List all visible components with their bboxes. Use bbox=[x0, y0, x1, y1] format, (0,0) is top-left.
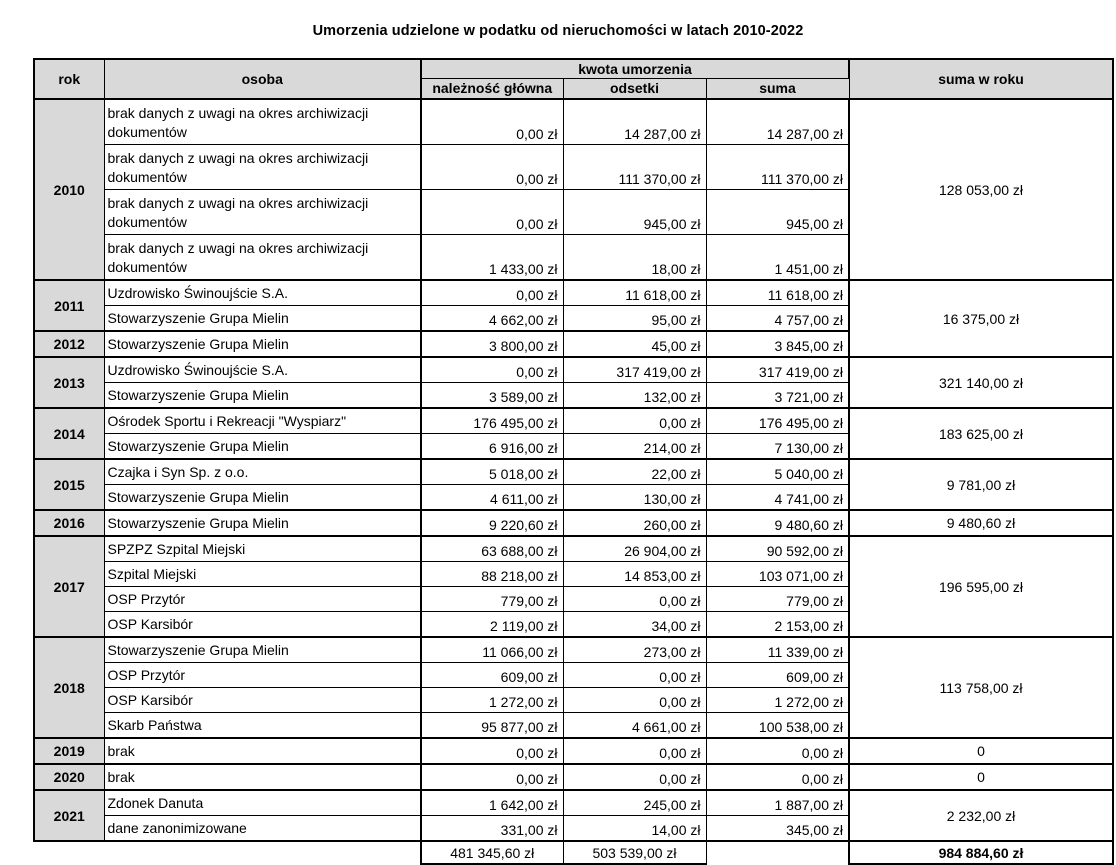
osoba-cell: Stowarzyszenie Grupa Mielin bbox=[104, 485, 421, 511]
umorzenia-table bbox=[33, 58, 1114, 865]
naleznosc-glowna-cell: 1 272,00 zł bbox=[421, 688, 563, 713]
table-header bbox=[34, 59, 1113, 99]
naleznosc-glowna-cell: 95 877,00 zł bbox=[421, 713, 563, 739]
totals-row bbox=[34, 841, 1113, 864]
year-cell-2017: 2017 bbox=[34, 536, 104, 637]
osoba-cell: Stowarzyszenie Grupa Mielin bbox=[104, 383, 421, 409]
suma-cell: 11 618,00 zł bbox=[706, 280, 849, 306]
suma-cell: 7 130,00 zł bbox=[706, 434, 849, 460]
osoba-cell: Skarb Państwa bbox=[104, 713, 421, 739]
odsetki-cell: 95,00 zł bbox=[563, 306, 706, 332]
naleznosc-glowna-cell: 5 018,00 zł bbox=[421, 459, 563, 485]
naleznosc-glowna-cell: 4 662,00 zł bbox=[421, 306, 563, 332]
year-cell-2019: 2019 bbox=[34, 738, 104, 764]
table-row bbox=[34, 536, 1113, 562]
column-header-naleznosc-glowna: należność główna bbox=[421, 78, 563, 99]
osoba-cell: brak danych z uwagi na okres archiwizacji dokumentów bbox=[104, 99, 421, 145]
osoba-cell: Uzdrowisko Świnoujście S.A. bbox=[104, 357, 421, 383]
suma-cell: 3 845,00 zł bbox=[706, 331, 849, 357]
column-header-rok: rok bbox=[34, 59, 104, 99]
suma-cell: 9 480,60 zł bbox=[706, 510, 849, 536]
year-sum-cell-2013: 321 140,00 zł bbox=[849, 357, 1113, 408]
year-cell-2020: 2020 bbox=[34, 764, 104, 790]
odsetki-cell: 0,00 zł bbox=[563, 587, 706, 612]
year-sum-cell-2017: 196 595,00 zł bbox=[849, 536, 1113, 637]
naleznosc-glowna-cell: 779,00 zł bbox=[421, 587, 563, 612]
osoba-cell: Stowarzyszenie Grupa Mielin bbox=[104, 434, 421, 460]
odsetki-cell: 245,00 zł bbox=[563, 790, 706, 816]
suma-cell: 4 741,00 zł bbox=[706, 485, 849, 511]
table-row bbox=[34, 99, 1113, 145]
year-sum-cell-2021: 2 232,00 zł bbox=[849, 790, 1113, 841]
table-row bbox=[34, 459, 1113, 485]
header-row-1 bbox=[34, 59, 1113, 78]
odsetki-cell: 0,00 zł bbox=[563, 688, 706, 713]
osoba-cell: brak danych z uwagi na okres archiwizacji dokumentów bbox=[104, 190, 421, 235]
suma-cell: 90 592,00 zł bbox=[706, 536, 849, 562]
naleznosc-glowna-cell: 0,00 zł bbox=[421, 99, 563, 145]
naleznosc-glowna-cell: 0,00 zł bbox=[421, 145, 563, 190]
table-row bbox=[34, 510, 1113, 536]
table-footer bbox=[34, 841, 1113, 864]
suma-cell: 5 040,00 zł bbox=[706, 459, 849, 485]
osoba-cell: Uzdrowisko Świnoujście S.A. bbox=[104, 280, 421, 306]
totals-spacer-suma bbox=[706, 841, 849, 864]
total-odsetki: 503 539,00 zł bbox=[563, 841, 706, 864]
table-row bbox=[34, 637, 1113, 663]
odsetki-cell: 0,00 zł bbox=[563, 663, 706, 688]
osoba-cell: Ośrodek Sportu i Rekreacji "Wyspiarz" bbox=[104, 408, 421, 434]
naleznosc-glowna-cell: 0,00 zł bbox=[421, 190, 563, 235]
odsetki-cell: 34,00 zł bbox=[563, 612, 706, 638]
naleznosc-glowna-cell: 609,00 zł bbox=[421, 663, 563, 688]
year-cell-2011: 2011 bbox=[34, 280, 104, 331]
year-cell-2021: 2021 bbox=[34, 790, 104, 841]
naleznosc-glowna-cell: 1 642,00 zł bbox=[421, 790, 563, 816]
odsetki-cell: 111 370,00 zł bbox=[563, 145, 706, 190]
odsetki-cell: 14 853,00 zł bbox=[563, 562, 706, 587]
table-body bbox=[34, 99, 1113, 841]
year-sum-cell-2010: 128 053,00 zł bbox=[849, 99, 1113, 280]
osoba-cell: brak bbox=[104, 764, 421, 790]
column-header-odsetki: odsetki bbox=[563, 78, 706, 99]
naleznosc-glowna-cell: 3 589,00 zł bbox=[421, 383, 563, 409]
odsetki-cell: 0,00 zł bbox=[563, 408, 706, 434]
odsetki-cell: 260,00 zł bbox=[563, 510, 706, 536]
suma-cell: 2 153,00 zł bbox=[706, 612, 849, 638]
naleznosc-glowna-cell: 11 066,00 zł bbox=[421, 637, 563, 663]
suma-cell: 1 272,00 zł bbox=[706, 688, 849, 713]
suma-cell: 11 339,00 zł bbox=[706, 637, 849, 663]
osoba-cell: OSP Karsibór bbox=[104, 612, 421, 638]
odsetki-cell: 273,00 zł bbox=[563, 637, 706, 663]
naleznosc-glowna-cell: 2 119,00 zł bbox=[421, 612, 563, 638]
suma-cell: 779,00 zł bbox=[706, 587, 849, 612]
suma-cell: 1 451,00 zł bbox=[706, 235, 849, 281]
odsetki-cell: 26 904,00 zł bbox=[563, 536, 706, 562]
osoba-cell: SPZPZ Szpital Miejski bbox=[104, 536, 421, 562]
year-sum-cell-2019: 0 bbox=[849, 738, 1113, 764]
suma-cell: 111 370,00 zł bbox=[706, 145, 849, 190]
odsetki-cell: 22,00 zł bbox=[563, 459, 706, 485]
suma-cell: 345,00 zł bbox=[706, 816, 849, 842]
column-header-kwota-umorzenia: kwota umorzenia bbox=[421, 59, 849, 78]
suma-cell: 3 721,00 zł bbox=[706, 383, 849, 409]
table-row bbox=[34, 764, 1113, 790]
totals-spacer-osoba bbox=[104, 841, 421, 864]
total-suma-w-roku: 984 884,60 zł bbox=[849, 841, 1113, 864]
column-header-osoba: osoba bbox=[104, 59, 421, 99]
suma-cell: 945,00 zł bbox=[706, 190, 849, 235]
naleznosc-glowna-cell: 0,00 zł bbox=[421, 357, 563, 383]
odsetki-cell: 11 618,00 zł bbox=[563, 280, 706, 306]
year-sum-cell-2015: 9 781,00 zł bbox=[849, 459, 1113, 510]
year-cell-2013: 2013 bbox=[34, 357, 104, 408]
suma-cell: 14 287,00 zł bbox=[706, 99, 849, 145]
table-row bbox=[34, 408, 1113, 434]
naleznosc-glowna-cell: 9 220,60 zł bbox=[421, 510, 563, 536]
suma-cell: 0,00 zł bbox=[706, 764, 849, 790]
naleznosc-glowna-cell: 63 688,00 zł bbox=[421, 536, 563, 562]
naleznosc-glowna-cell: 0,00 zł bbox=[421, 738, 563, 764]
osoba-cell: dane zanonimizowane bbox=[104, 816, 421, 842]
odsetki-cell: 130,00 zł bbox=[563, 485, 706, 511]
odsetki-cell: 214,00 zł bbox=[563, 434, 706, 460]
odsetki-cell: 0,00 zł bbox=[563, 738, 706, 764]
year-sum-cell-2016: 9 480,60 zł bbox=[849, 510, 1113, 536]
odsetki-cell: 14,00 zł bbox=[563, 816, 706, 842]
total-naleznosc-glowna: 481 345,60 zł bbox=[421, 841, 563, 864]
naleznosc-glowna-cell: 0,00 zł bbox=[421, 764, 563, 790]
year-cell-2015: 2015 bbox=[34, 459, 104, 510]
osoba-cell: brak danych z uwagi na okres archiwizacji dokumentów bbox=[104, 145, 421, 190]
table-row bbox=[34, 738, 1113, 764]
osoba-cell: OSP Karsibór bbox=[104, 688, 421, 713]
odsetki-cell: 945,00 zł bbox=[563, 190, 706, 235]
table-row bbox=[34, 280, 1113, 306]
table-row bbox=[34, 357, 1113, 383]
naleznosc-glowna-cell: 6 916,00 zł bbox=[421, 434, 563, 460]
column-header-suma-w-roku: suma w roku bbox=[849, 59, 1113, 99]
odsetki-cell: 14 287,00 zł bbox=[563, 99, 706, 145]
suma-cell: 176 495,00 zł bbox=[706, 408, 849, 434]
osoba-cell: OSP Przytór bbox=[104, 663, 421, 688]
osoba-cell: Stowarzyszenie Grupa Mielin bbox=[104, 306, 421, 332]
osoba-cell: brak bbox=[104, 738, 421, 764]
year-cell-2014: 2014 bbox=[34, 408, 104, 459]
osoba-cell: Szpital Miejski bbox=[104, 562, 421, 587]
year-sum-cell-2014: 183 625,00 zł bbox=[849, 408, 1113, 459]
odsetki-cell: 132,00 zł bbox=[563, 383, 706, 409]
naleznosc-glowna-cell: 176 495,00 zł bbox=[421, 408, 563, 434]
naleznosc-glowna-cell: 1 433,00 zł bbox=[421, 235, 563, 281]
naleznosc-glowna-cell: 88 218,00 zł bbox=[421, 562, 563, 587]
osoba-cell: OSP Przytór bbox=[104, 587, 421, 612]
table-row bbox=[34, 790, 1113, 816]
naleznosc-glowna-cell: 4 611,00 zł bbox=[421, 485, 563, 511]
suma-cell: 4 757,00 zł bbox=[706, 306, 849, 332]
year-sum-cell-2020: 0 bbox=[849, 764, 1113, 790]
year-sum-cell-2018: 113 758,00 zł bbox=[849, 637, 1113, 738]
suma-cell: 609,00 zł bbox=[706, 663, 849, 688]
page-title: Umorzenia udzielone w podatku od nieruchomości w latach 2010-2022 bbox=[312, 23, 804, 39]
year-cell-2016: 2016 bbox=[34, 510, 104, 536]
osoba-cell: Czajka i Syn Sp. z o.o. bbox=[104, 459, 421, 485]
odsetki-cell: 18,00 zł bbox=[563, 235, 706, 281]
year-cell-2012: 2012 bbox=[34, 331, 104, 357]
year-sum-cell-2011: 16 375,00 zł bbox=[849, 280, 1113, 357]
suma-cell: 317 419,00 zł bbox=[706, 357, 849, 383]
odsetki-cell: 45,00 zł bbox=[563, 331, 706, 357]
year-cell-2018: 2018 bbox=[34, 637, 104, 738]
osoba-cell: Zdonek Danuta bbox=[104, 790, 421, 816]
osoba-cell: brak danych z uwagi na okres archiwizacji dokumentów bbox=[104, 235, 421, 281]
naleznosc-glowna-cell: 0,00 zł bbox=[421, 280, 563, 306]
osoba-cell: Stowarzyszenie Grupa Mielin bbox=[104, 331, 421, 357]
osoba-cell: Stowarzyszenie Grupa Mielin bbox=[104, 510, 421, 536]
odsetki-cell: 4 661,00 zł bbox=[563, 713, 706, 739]
naleznosc-glowna-cell: 331,00 zł bbox=[421, 816, 563, 842]
suma-cell: 1 887,00 zł bbox=[706, 790, 849, 816]
suma-cell: 100 538,00 zł bbox=[706, 713, 849, 739]
osoba-cell: Stowarzyszenie Grupa Mielin bbox=[104, 637, 421, 663]
year-cell-2010: 2010 bbox=[34, 99, 104, 280]
odsetki-cell: 0,00 zł bbox=[563, 764, 706, 790]
totals-spacer-rok bbox=[34, 841, 104, 864]
naleznosc-glowna-cell: 3 800,00 zł bbox=[421, 331, 563, 357]
suma-cell: 103 071,00 zł bbox=[706, 562, 849, 587]
column-header-suma: suma bbox=[706, 78, 849, 99]
odsetki-cell: 317 419,00 zł bbox=[563, 357, 706, 383]
suma-cell: 0,00 zł bbox=[706, 738, 849, 764]
